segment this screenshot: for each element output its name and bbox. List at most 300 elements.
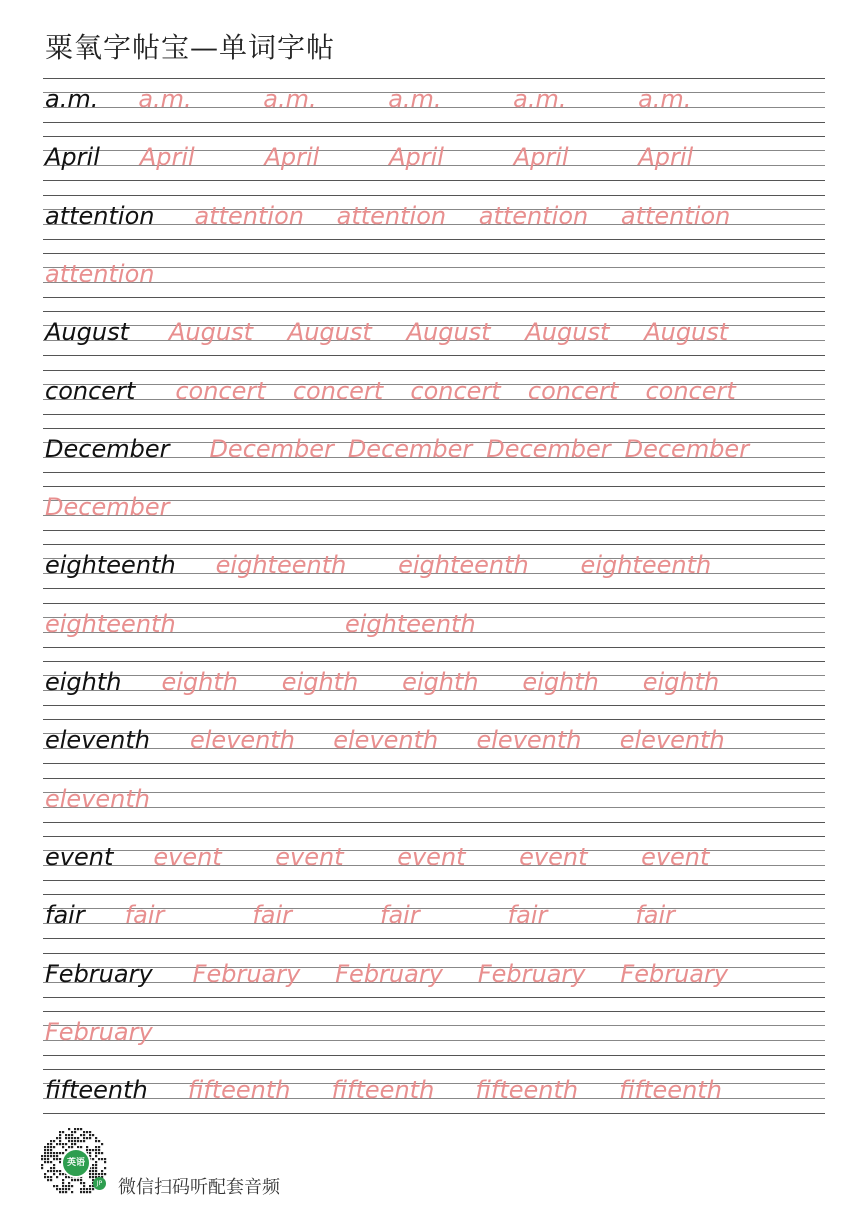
model-word: a.m. (45, 85, 99, 113)
guide-line (43, 530, 825, 531)
qr-dot (56, 1158, 58, 1160)
qr-dot (56, 1143, 58, 1145)
qr-dot (77, 1140, 79, 1142)
trace-word: eighteenth (580, 551, 712, 580)
trace-word: eighth (522, 668, 599, 696)
qr-dot (50, 1149, 52, 1151)
qr-dot (68, 1182, 70, 1184)
qr-dot (83, 1137, 85, 1139)
qr-dot (101, 1158, 103, 1160)
trace-word: eleventh (476, 726, 582, 755)
qr-dot (77, 1137, 79, 1139)
qr-dot (104, 1167, 106, 1169)
guide-line (43, 180, 825, 181)
guide-line (43, 719, 825, 720)
qr-dot (65, 1185, 67, 1187)
qr-dot (53, 1152, 55, 1154)
trace-word: December (624, 434, 750, 463)
trace-word: December (209, 434, 334, 463)
qr-dot (68, 1134, 70, 1136)
qr-dot (44, 1173, 46, 1175)
qr-dot (59, 1152, 61, 1154)
qr-dot (50, 1152, 52, 1154)
practice-row (43, 778, 825, 823)
guide-line (43, 472, 825, 473)
guide-line (43, 1011, 825, 1012)
trace-word: fair (124, 901, 165, 930)
trace-word: eighteenth (215, 551, 347, 580)
qr-dot (68, 1137, 70, 1139)
qr-dot (62, 1146, 64, 1148)
trace-word: concert (292, 376, 384, 405)
qr-dot (65, 1134, 67, 1136)
qr-dot (71, 1131, 73, 1133)
guide-line (43, 836, 825, 837)
trace-word: April (389, 143, 444, 172)
practice-row (43, 195, 825, 240)
guide-line (43, 1055, 825, 1056)
qr-dot (71, 1140, 73, 1142)
qr-dot (74, 1140, 76, 1142)
qr-dot (47, 1152, 49, 1154)
qr-dot (89, 1191, 91, 1193)
model-word: December (45, 434, 170, 463)
trace-word: attention (336, 201, 447, 230)
qr-dot (80, 1134, 82, 1136)
qr-dot (65, 1143, 67, 1145)
qr-dot (62, 1182, 64, 1184)
qr-dot (53, 1185, 55, 1187)
guide-line (43, 894, 825, 895)
trace-word: eighth (642, 668, 720, 696)
trace-word: eighth (281, 668, 359, 696)
guide-line (43, 1025, 825, 1026)
trace-word: a.m. (263, 85, 317, 113)
qr-dot (47, 1170, 49, 1172)
qr-dot (89, 1131, 91, 1133)
qr-dot (53, 1146, 55, 1148)
trace-word: concert (410, 376, 501, 405)
qr-dot (95, 1170, 97, 1172)
qr-code-icon[interactable] (40, 1127, 110, 1197)
trace-word: eleventh (190, 726, 295, 755)
trace-word: a.m. (138, 85, 192, 113)
qr-dot (56, 1155, 58, 1157)
trace-word: eighteenth (345, 609, 476, 638)
guide-line (43, 778, 825, 779)
qr-dot (83, 1134, 85, 1136)
qr-dot (62, 1191, 64, 1193)
trace-word: eleventh (619, 726, 725, 755)
qr-dot (71, 1179, 73, 1181)
qr-dot (50, 1176, 52, 1178)
qr-dot (41, 1155, 43, 1157)
guide-line (43, 1069, 825, 1070)
trace-word: April (139, 143, 195, 172)
qr-dot (47, 1179, 49, 1181)
guide-line (43, 603, 825, 604)
qr-dot (59, 1191, 61, 1193)
qr-dot (53, 1170, 55, 1172)
trace-word: April (513, 143, 569, 172)
trace-word: fifteenth (619, 1076, 722, 1105)
qr-dot (89, 1134, 91, 1136)
qr-dot (89, 1170, 91, 1172)
qr-dot (56, 1152, 58, 1154)
qr-dot (65, 1137, 67, 1139)
qr-dot (74, 1137, 76, 1139)
qr-dot (56, 1185, 58, 1187)
qr-dot (44, 1161, 46, 1163)
trace-word: event (397, 842, 466, 871)
model-word: fair (45, 901, 85, 930)
qr-dot (86, 1149, 88, 1151)
qr-dot (83, 1185, 85, 1187)
qr-dot (53, 1167, 55, 1169)
practice-row (43, 544, 825, 589)
practice-row (43, 253, 825, 298)
trace-word: February (620, 959, 729, 988)
trace-word: December (45, 493, 170, 522)
trace-word: February (45, 1017, 153, 1046)
qr-dot (92, 1164, 94, 1166)
trace-word: event (275, 842, 344, 871)
guide-line (43, 880, 825, 881)
guide-line (43, 267, 825, 268)
qr-dot (74, 1131, 76, 1133)
qr-dot (95, 1173, 97, 1175)
trace-word: event (519, 842, 588, 871)
qr-dot (41, 1158, 43, 1160)
qr-dot (65, 1188, 67, 1190)
qr-dot (50, 1143, 52, 1145)
guide-line (43, 195, 825, 196)
qr-dot (50, 1170, 52, 1172)
trace-word: August (287, 318, 372, 347)
model-word: eleventh (45, 726, 150, 755)
trace-word: concert (645, 376, 736, 405)
qr-dot (56, 1170, 58, 1172)
practice-row (43, 78, 825, 123)
guide-line (43, 647, 825, 648)
qr-dot (83, 1182, 85, 1184)
qr-dot (89, 1137, 91, 1139)
qr-dot (77, 1128, 79, 1130)
qr-dot (53, 1158, 55, 1160)
qr-dot (44, 1149, 46, 1151)
practice-row (43, 428, 825, 473)
trace-word: concert (527, 376, 619, 405)
guide-line (43, 78, 825, 79)
qr-dot (95, 1161, 97, 1163)
qr-dot (47, 1143, 49, 1145)
trace-word: eleventh (45, 784, 150, 813)
practice-row (43, 136, 825, 181)
qr-dot (98, 1173, 100, 1175)
guide-line (43, 253, 825, 254)
qr-dot (47, 1158, 49, 1160)
trace-word: attention (194, 201, 304, 230)
qr-dot (101, 1170, 103, 1172)
model-word: fifteenth (45, 1076, 148, 1105)
model-word: February (45, 959, 153, 988)
trace-word: February (477, 959, 586, 988)
trace-word: a.m. (513, 85, 567, 113)
qr-dot (104, 1173, 106, 1175)
practice-row (43, 953, 825, 998)
qr-dot (62, 1131, 64, 1133)
trace-word: August (644, 318, 729, 347)
guide-line (43, 763, 825, 764)
trace-word: fair (380, 901, 420, 930)
guide-line (43, 544, 825, 545)
qr-dot (83, 1188, 85, 1190)
qr-dot (47, 1155, 49, 1157)
guide-line (43, 822, 825, 823)
qr-dot (89, 1173, 91, 1175)
qr-dot (68, 1185, 70, 1187)
trace-word: eleventh (333, 726, 439, 755)
guide-line (43, 414, 825, 415)
qr-dot (101, 1152, 103, 1154)
qr-dot (50, 1146, 52, 1148)
qr-dot (80, 1140, 82, 1142)
practice-row (43, 836, 825, 881)
qr-dot (83, 1131, 85, 1133)
qr-dot (71, 1191, 73, 1193)
qr-dot (74, 1179, 76, 1181)
guide-line (43, 953, 825, 954)
qr-dot (95, 1140, 97, 1142)
qr-dot (92, 1170, 94, 1172)
qr-dot (89, 1176, 91, 1178)
qr-dot (74, 1143, 76, 1145)
qr-dot (68, 1140, 70, 1142)
qr-dot (53, 1140, 55, 1142)
qr-dot (68, 1128, 70, 1130)
qr-dot (41, 1167, 43, 1169)
qr-dot (47, 1176, 49, 1178)
qr-dot (98, 1146, 100, 1148)
qr-dot (50, 1179, 52, 1181)
trace-word: fifteenth (475, 1076, 579, 1105)
qr-dot (101, 1143, 103, 1145)
qr-dot (89, 1188, 91, 1190)
trace-word: August (406, 318, 491, 347)
qr-dot (44, 1158, 46, 1160)
guide-line (43, 661, 825, 662)
qr-dot (86, 1188, 88, 1190)
qr-dot (47, 1161, 49, 1163)
qr-dot (62, 1179, 64, 1181)
qr-dot (50, 1167, 52, 1169)
practice-row (43, 311, 825, 356)
qr-dot (59, 1131, 61, 1133)
qr-dot (56, 1137, 58, 1139)
qr-dot (86, 1191, 88, 1193)
model-word: April (45, 143, 100, 172)
guide-line (43, 355, 825, 356)
qr-badge: 英语 (61, 1148, 91, 1178)
qr-dot (92, 1173, 94, 1175)
guide-line (43, 428, 825, 429)
trace-word: eighth (161, 668, 238, 696)
qr-dot (92, 1188, 94, 1190)
qr-dot (80, 1179, 82, 1181)
qr-dot (86, 1131, 88, 1133)
trace-word: April (264, 143, 320, 172)
qr-dot (59, 1188, 61, 1190)
qr-dot (80, 1128, 82, 1130)
qr-dot (56, 1176, 58, 1178)
qr-dot (62, 1188, 64, 1190)
trace-word: event (641, 842, 710, 871)
practice-row (43, 1069, 825, 1114)
qr-dot (53, 1155, 55, 1157)
qr-dot (89, 1152, 91, 1154)
qr-dot (59, 1140, 61, 1142)
trace-word: fair (635, 901, 676, 930)
model-word: concert (45, 376, 136, 405)
qr-dot (95, 1164, 97, 1166)
qr-dot (98, 1152, 100, 1154)
qr-dot (95, 1137, 97, 1139)
model-word: eighth (45, 668, 122, 696)
qr-dot (86, 1146, 88, 1148)
practice-row (43, 370, 825, 415)
qr-dot (95, 1149, 97, 1151)
practice-row (43, 486, 825, 531)
qr-dot (68, 1188, 70, 1190)
qr-dot (101, 1173, 103, 1175)
trace-word: eighth (402, 668, 479, 696)
practice-row (43, 661, 825, 706)
guide-line (43, 792, 825, 793)
qr-dot (62, 1173, 64, 1175)
qr-dot (59, 1173, 61, 1175)
qr-dot (65, 1176, 67, 1178)
audio-caption: 微信扫码听配套音频 (118, 1177, 280, 1198)
qr-dot (74, 1128, 76, 1130)
qr-dot (95, 1155, 97, 1157)
trace-word: a.m. (388, 85, 442, 113)
qr-dot (59, 1143, 61, 1145)
guide-line (43, 1113, 825, 1114)
qr-dot (56, 1188, 58, 1190)
trace-word: fair (252, 901, 293, 930)
qr-dot (71, 1134, 73, 1136)
guide-line (43, 807, 825, 808)
qr-dot (95, 1146, 97, 1148)
practice-row (43, 894, 825, 939)
qr-dot (92, 1176, 94, 1178)
qr-dot (98, 1149, 100, 1151)
qr-dot (68, 1146, 70, 1148)
trace-word: December (347, 434, 473, 463)
qr-dot (89, 1149, 91, 1151)
qr-dot (77, 1179, 79, 1181)
qr-dot (104, 1158, 106, 1160)
trace-word: a.m. (638, 85, 692, 113)
qr-dot (89, 1185, 91, 1187)
trace-word: eighteenth (398, 551, 529, 580)
qr-dot (59, 1134, 61, 1136)
qr-dot (71, 1185, 73, 1187)
guide-line (43, 311, 825, 312)
trace-word: February (192, 959, 301, 988)
qr-dot (95, 1152, 97, 1154)
qr-dot (47, 1146, 49, 1148)
qr-dot (50, 1161, 52, 1163)
qr-dot (53, 1173, 55, 1175)
qr-dot (44, 1152, 46, 1154)
qr-dot (62, 1185, 64, 1187)
trace-word: December (486, 434, 611, 463)
qr-dot (50, 1140, 52, 1142)
qr-dot (71, 1137, 73, 1139)
qr-dot (47, 1149, 49, 1151)
practice-row (43, 603, 825, 648)
guide-line (43, 122, 825, 123)
qr-dot (95, 1167, 97, 1169)
trace-word: August (525, 318, 610, 347)
qr-dot (98, 1140, 100, 1142)
qr-dot (44, 1176, 46, 1178)
guide-line (43, 1040, 825, 1041)
qr-dot (44, 1155, 46, 1157)
guide-line (43, 938, 825, 939)
qr-dot (71, 1143, 73, 1145)
qr-dot (41, 1164, 43, 1166)
guide-line (43, 588, 825, 589)
qr-dot (104, 1161, 106, 1163)
qr-dot (50, 1155, 52, 1157)
model-word: eighteenth (45, 551, 176, 580)
qr-dot (83, 1140, 85, 1142)
trace-word: concert (175, 376, 266, 405)
qr-dot (62, 1143, 64, 1145)
qr-dot (80, 1182, 82, 1184)
practice-row (43, 1011, 825, 1056)
qr-dot (80, 1188, 82, 1190)
model-word: attention (45, 201, 155, 230)
qr-dot (92, 1158, 94, 1160)
guide-line (43, 705, 825, 706)
qr-dot (59, 1137, 61, 1139)
practice-row (43, 719, 825, 764)
qr-dot (86, 1137, 88, 1139)
guide-line (43, 997, 825, 998)
trace-word: attention (478, 201, 589, 230)
qr-dot (83, 1191, 85, 1193)
qr-dot (92, 1167, 94, 1169)
trace-word: attention (620, 201, 731, 230)
trace-word: attention (45, 259, 155, 288)
guide-line (43, 370, 825, 371)
qr-dot (59, 1170, 61, 1172)
qr-dot (44, 1146, 46, 1148)
guide-line (43, 239, 825, 240)
footer (40, 1127, 440, 1197)
qr-dot (65, 1191, 67, 1193)
trace-word: fifteenth (331, 1076, 435, 1105)
trace-word: February (335, 959, 443, 988)
qr-dot (92, 1134, 94, 1136)
guide-line (43, 486, 825, 487)
model-word: event (45, 842, 114, 871)
qr-dot (80, 1191, 82, 1193)
trace-word: fair (507, 901, 548, 930)
